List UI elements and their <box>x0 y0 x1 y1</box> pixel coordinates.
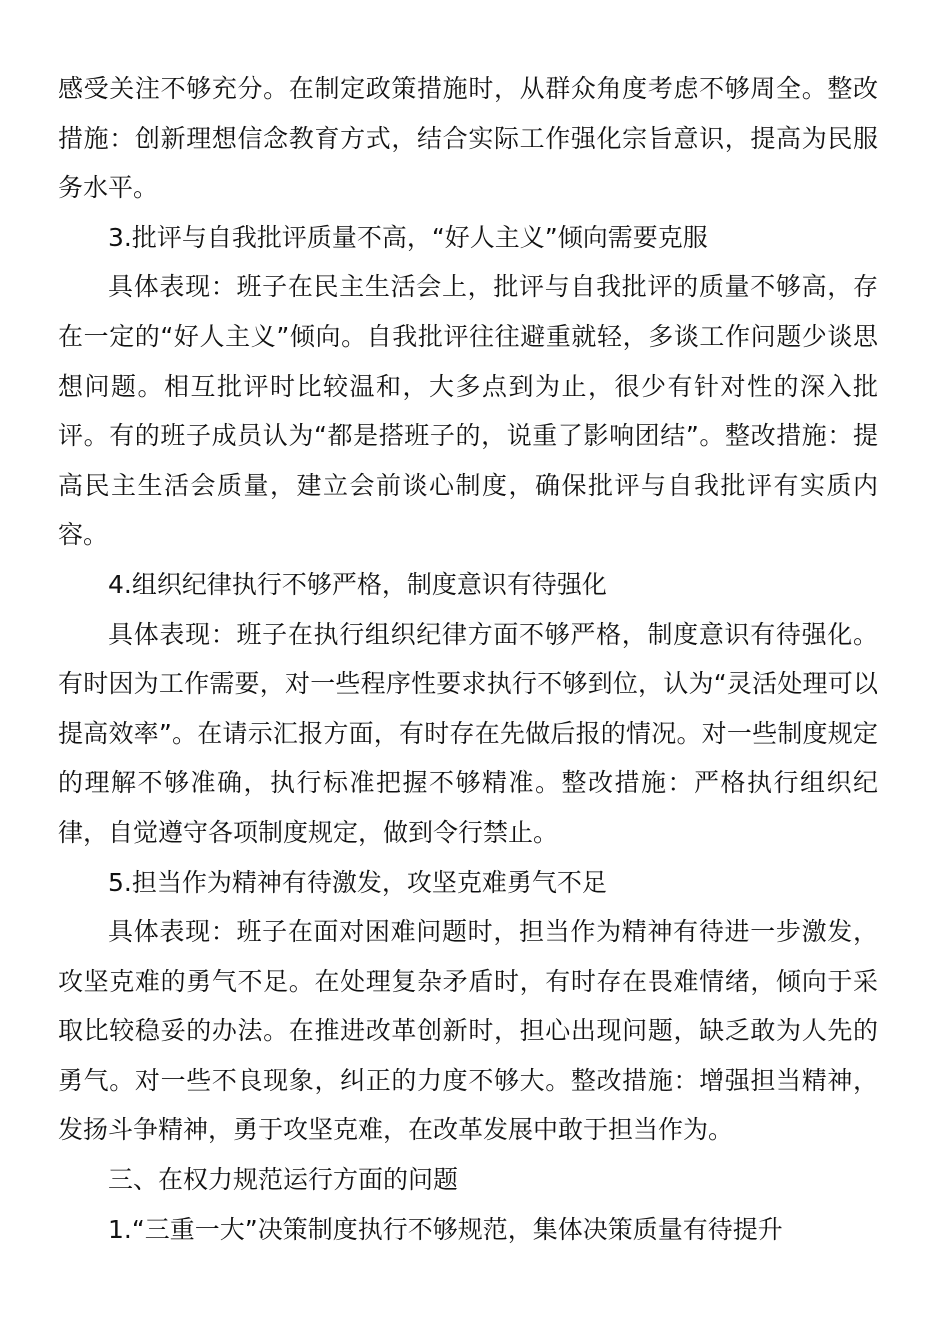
chapter-heading-3: 三、在权力规范运行方面的问题 <box>108 1165 459 1195</box>
document-page <box>58 64 878 1254</box>
body-paragraph-3: 具体表现：班子在民主生活会上，批评与自我批评的质量不够高，存在一定的“好人主义”倾向。自我批评往往避重就轻，多谈工作问题少谈思想问题。相互批评时比较温和，大多点到为止，很少有针对性的深入批评。有的班子成员认为“都是搭班子的，说重了影响团结”。整改措施：提高民主生活会质量，建立会前谈心制度，确保批评与自我批评有实质内容。 <box>58 272 878 550</box>
section-heading-4: 4.组织纪律执行不够严格，制度意识有待强化 <box>108 569 607 599</box>
body-paragraph-4: 具体表现：班子在执行组织纪律方面不够严格，制度意识有待强化。有时因为工作需要，对一些程序性要求执行不够到位，认为“灵活处理可以提高效率”。在请示汇报方面，有时存在先做后报的情况。对一些制度规定的理解不够准确，执行标准把握不够精准。整改措施：严格执行组织纪律，自觉遵守各项制度规定，做到令行禁止。 <box>58 619 878 847</box>
section-heading-1: 1.“三重一大”决策制度执行不够规范，集体决策质量有待提升 <box>108 1214 783 1244</box>
section-heading-5: 5.担当作为精神有待激发，攻坚克难勇气不足 <box>108 867 607 897</box>
body-paragraph-5: 具体表现：班子在面对困难问题时，担当作为精神有待进一步激发，攻坚克难的勇气不足。在处理复杂矛盾时，有时存在畏难情绪，倾向于采取比较稳妥的办法。在推进改革创新时，担心出现问题，缺乏敢为人先的勇气。对一些不良现象，纠正的力度不够大。整改措施：增强担当精神，发扬斗争精神，勇于攻坚克难，在改革发展中敢于担当作为。 <box>58 917 878 1145</box>
body-paragraph-continued: 感受关注不够充分。在制定政策措施时，从群众角度考虑不够周全。整改措施：创新理想信念教育方式，结合实际工作强化宗旨意识，提高为民服务水平。 <box>58 74 878 203</box>
section-heading-3: 3.批评与自我批评质量不高，“好人主义”倾向需要克服 <box>108 222 708 252</box>
